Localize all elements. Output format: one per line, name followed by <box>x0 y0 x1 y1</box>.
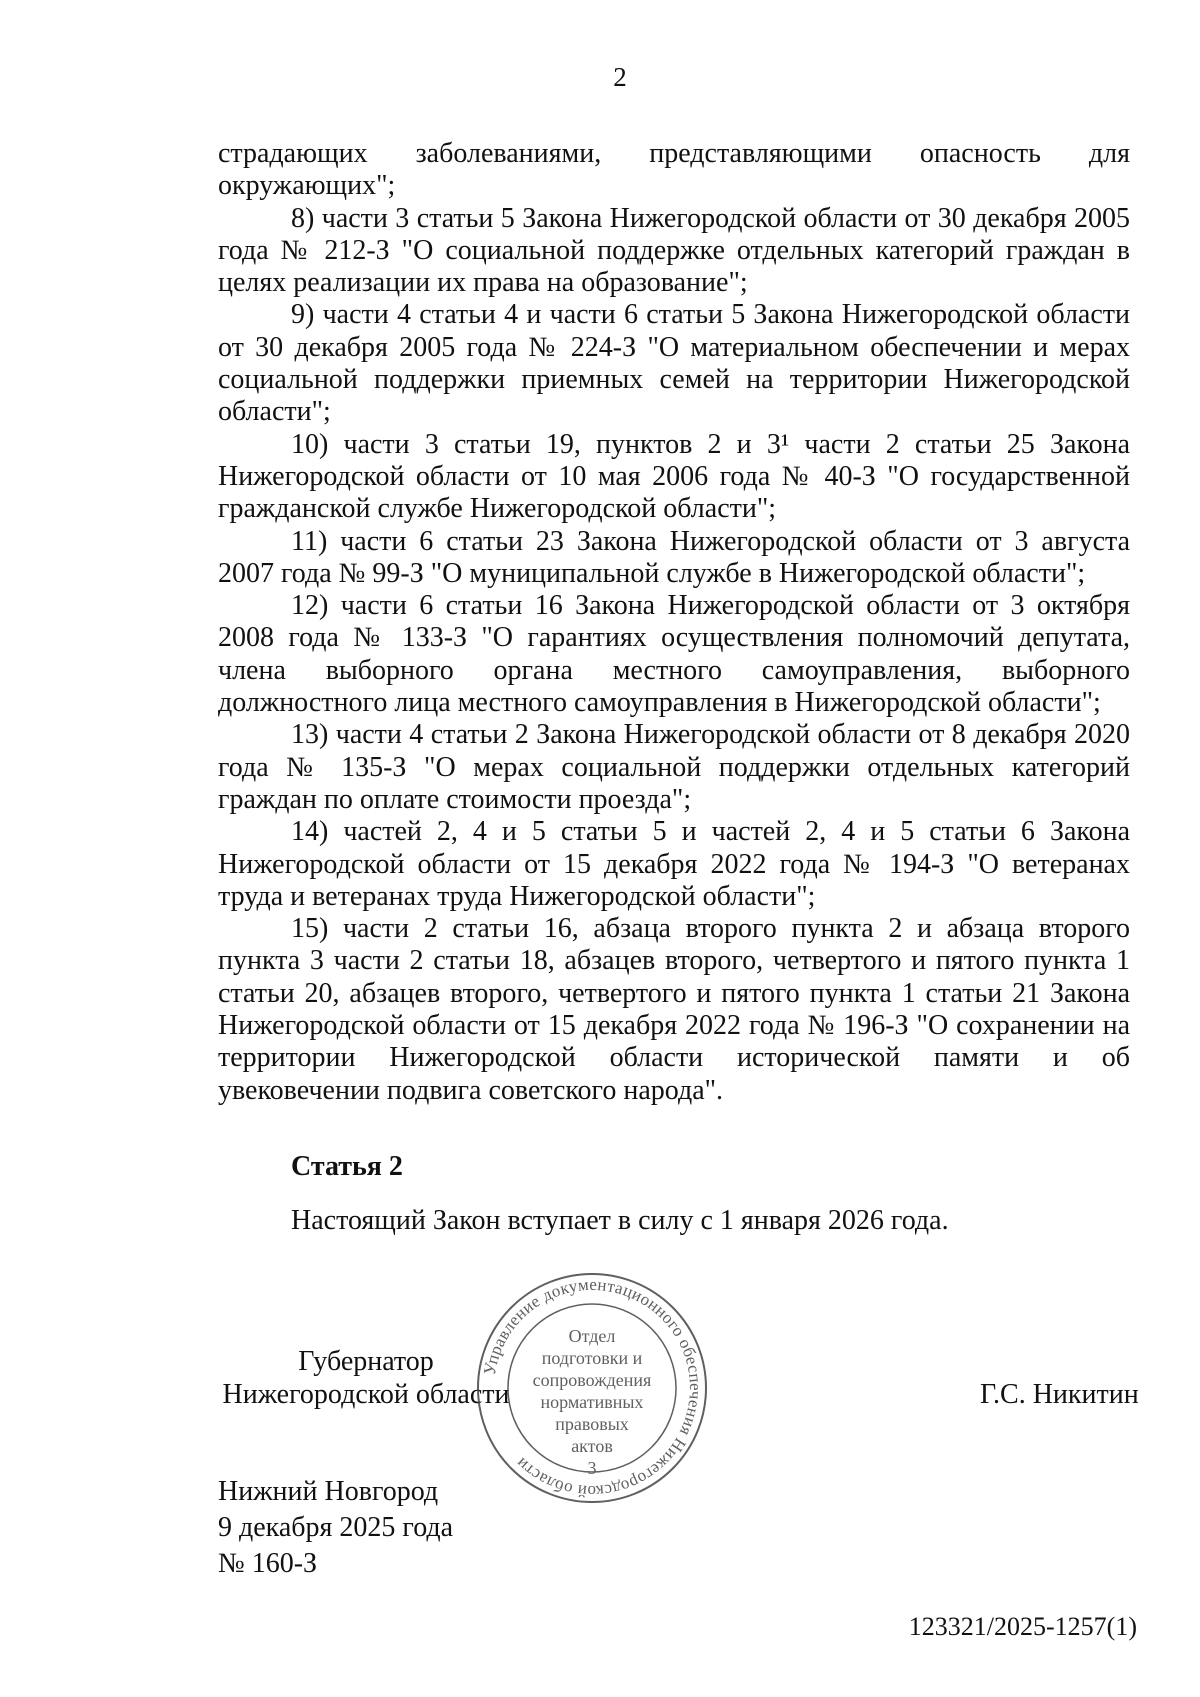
paragraph: 14) частей 2, 4 и 5 статьи 5 и частей 2, 4 и 5 статьи 6 Закона Нижегородской области от 15 декабря 2022 года № 194-З "О ветеранах труда и ветеранах труда Нижегородской области"; <box>218 816 1130 912</box>
official-stamp <box>472 1268 712 1508</box>
paragraph: 9) части 4 статьи 4 и части 6 статьи 5 Закона Нижегородской области от 30 декабря 2005 года № 224-З "О материальном обеспечении и мерах социальной поддержки приемных семей на территории Нижегородской области"; <box>218 299 1130 428</box>
signatory-title-line1: Губернатор <box>298 1346 434 1377</box>
stamp-line: сопровождения <box>532 1370 652 1390</box>
paragraph: 13) части 4 статьи 2 Закона Нижегородской области от 8 декабря 2020 года № 135-З "О мерах социальной поддержки отдельных категорий граждан по оплате стоимости проезда"; <box>218 719 1130 815</box>
article-heading: Статья 2 <box>291 1151 403 1182</box>
signatory-name: Г.С. Никитин <box>980 1379 1139 1410</box>
paragraph: страдающих заболеваниями, представляющими опасность для окружающих"; <box>218 138 1130 202</box>
stamp-line: подготовки и <box>541 1348 643 1368</box>
page-number: 2 <box>613 62 627 92</box>
document-body <box>218 138 1130 1107</box>
stamp-line: актов <box>571 1436 613 1456</box>
paragraph: 10) части 3 статьи 19, пунктов 2 и 3¹ части 2 статьи 25 Закона Нижегородской области от 10 мая 2006 года № 40-З "О государственной гражданской службе Нижегородской области"; <box>218 428 1130 525</box>
article-text: Настоящий Закон вступает в силу с 1 января 2026 года. <box>291 1205 949 1236</box>
place-date-block <box>218 1474 453 1582</box>
signatory-title <box>218 1345 514 1411</box>
paragraph: 12) части 6 статьи 16 Закона Нижегородской области от 3 октября 2008 года № 133-З "О гарантиях осуществления полномочий депутата, члена выборного органа местного самоуправления, выборного должностного лица местного самоуправления в Нижегородской области"; <box>218 590 1130 719</box>
paragraph: 15) части 2 статьи 16, абзаца второго пункта 2 и абзаца второго пункта 3 части 2 статьи 18, абзацев второго, четвертого и пятого пункта 1 статьи 20, абзацев второго, четвертого и пятого пункта 1 статьи 21 Закона Нижегородской области от 15 декабря 2022 года № 196-З "О сохранении на территории Нижегородской области исторической памяти и об увековечении подвига советского народа". <box>218 913 1130 1106</box>
city: Нижний Новгород <box>218 1476 439 1507</box>
stamp-line: Отдел <box>568 1326 616 1346</box>
law-number: № 160-З <box>218 1548 318 1579</box>
stamp-line: правовых <box>555 1414 629 1434</box>
paragraph: 11) части 6 статьи 23 Закона Нижегородской области от 3 августа 2007 года № 99-З "О муниципальной службе в Нижегородской области"; <box>218 525 1130 589</box>
stamp-number: 3 <box>587 1458 597 1478</box>
stamp-line: нормативных <box>540 1392 644 1412</box>
signatory-title-line2: Нижегородской области <box>222 1379 510 1410</box>
paragraph: 8) части 3 статьи 5 Закона Нижегородской области от 30 декабря 2005 года № 212-З "О социальной поддержке отдельных категорий граждан в целях реализации их права на образование"; <box>218 202 1130 299</box>
date: 9 декабря 2025 года <box>218 1512 454 1543</box>
document-registration-number: 123321/2025-1257(1) <box>908 1612 1137 1641</box>
stamp-ring-text: Управление документационного обеспечения Нижегородской области <box>479 1274 706 1502</box>
